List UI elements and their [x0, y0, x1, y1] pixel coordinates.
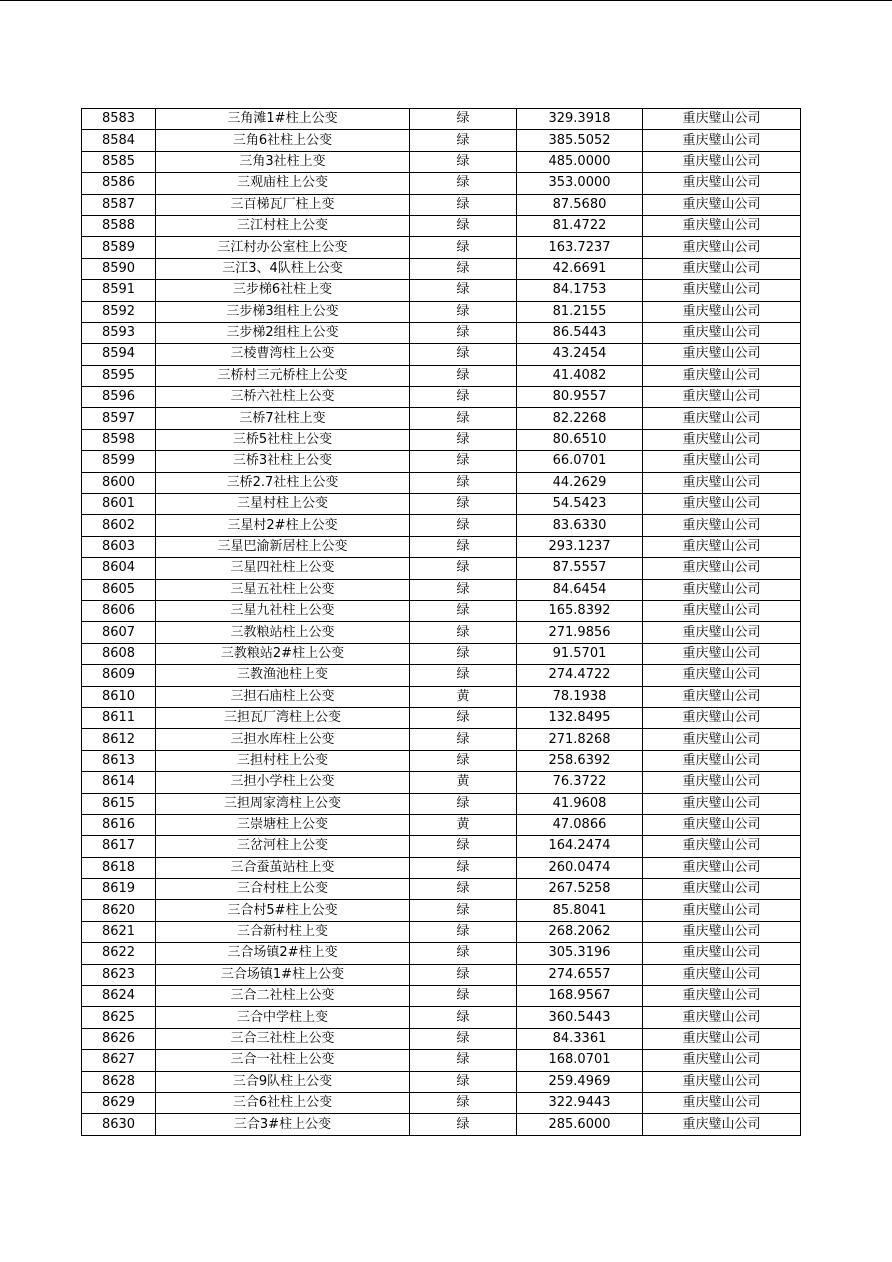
- company-cell: 重庆璧山公司: [643, 344, 801, 365]
- row-id-cell: 8588: [82, 215, 156, 236]
- table-row: [82, 1092, 801, 1113]
- value-cell: 47.0866: [517, 814, 643, 835]
- transformer-name-cell: 三角滩1#柱上公变: [156, 109, 410, 130]
- row-id-cell: 8608: [82, 643, 156, 664]
- row-id-cell: 8596: [82, 387, 156, 408]
- value-cell: 268.2062: [517, 921, 643, 942]
- status-cell: 绿: [410, 900, 517, 921]
- company-cell: 重庆璧山公司: [643, 173, 801, 194]
- table-row: [82, 921, 801, 942]
- status-cell: 绿: [410, 280, 517, 301]
- transformer-name-cell: 三桥六社柱上公变: [156, 387, 410, 408]
- status-cell: 绿: [410, 1007, 517, 1028]
- row-id-cell: 8621: [82, 921, 156, 942]
- table-row: [82, 109, 801, 130]
- status-cell: 绿: [410, 429, 517, 450]
- company-cell: 重庆璧山公司: [643, 814, 801, 835]
- value-cell: 76.3722: [517, 772, 643, 793]
- value-cell: 164.2474: [517, 836, 643, 857]
- company-cell: 重庆璧山公司: [643, 215, 801, 236]
- table-row: [82, 579, 801, 600]
- status-cell: 黄: [410, 814, 517, 835]
- value-cell: 78.1938: [517, 686, 643, 707]
- row-id-cell: 8609: [82, 665, 156, 686]
- row-id-cell: 8599: [82, 451, 156, 472]
- value-cell: 81.4722: [517, 215, 643, 236]
- value-cell: 91.5701: [517, 643, 643, 664]
- transformer-name-cell: 三担周家湾柱上公变: [156, 793, 410, 814]
- table-row: [82, 130, 801, 151]
- table-row: [82, 1114, 801, 1135]
- table-row: [82, 237, 801, 258]
- table-row: [82, 729, 801, 750]
- value-cell: 360.5443: [517, 1007, 643, 1028]
- row-id-cell: 8592: [82, 301, 156, 322]
- value-cell: 163.7237: [517, 237, 643, 258]
- company-cell: 重庆璧山公司: [643, 900, 801, 921]
- row-id-cell: 8600: [82, 472, 156, 493]
- row-id-cell: 8595: [82, 365, 156, 386]
- value-cell: 293.1237: [517, 536, 643, 557]
- company-cell: 重庆璧山公司: [643, 130, 801, 151]
- transformer-name-cell: 三合一社柱上公变: [156, 1050, 410, 1071]
- company-cell: 重庆璧山公司: [643, 1092, 801, 1113]
- value-cell: 84.1753: [517, 280, 643, 301]
- row-id-cell: 8618: [82, 857, 156, 878]
- company-cell: 重庆璧山公司: [643, 836, 801, 857]
- transformer-name-cell: 三角3社柱上变: [156, 151, 410, 172]
- value-cell: 485.0000: [517, 151, 643, 172]
- company-cell: 重庆璧山公司: [643, 707, 801, 728]
- status-cell: 绿: [410, 707, 517, 728]
- value-cell: 329.3918: [517, 109, 643, 130]
- status-cell: 绿: [410, 600, 517, 621]
- transformer-name-cell: 三合村柱上公变: [156, 879, 410, 900]
- value-cell: 267.5258: [517, 879, 643, 900]
- status-cell: 绿: [410, 130, 517, 151]
- table-row: [82, 772, 801, 793]
- company-cell: 重庆璧山公司: [643, 472, 801, 493]
- value-cell: 274.6557: [517, 964, 643, 985]
- status-cell: 绿: [410, 472, 517, 493]
- table-row: [82, 429, 801, 450]
- company-cell: 重庆璧山公司: [643, 536, 801, 557]
- value-cell: 258.6392: [517, 750, 643, 771]
- transformer-name-cell: 三星五社柱上公变: [156, 579, 410, 600]
- company-cell: 重庆璧山公司: [643, 387, 801, 408]
- transformer-name-cell: 三桥3社柱上公变: [156, 451, 410, 472]
- company-cell: 重庆璧山公司: [643, 322, 801, 343]
- table-row: [82, 515, 801, 536]
- company-cell: 重庆璧山公司: [643, 579, 801, 600]
- status-cell: 绿: [410, 1028, 517, 1049]
- table-row: [82, 536, 801, 557]
- table-row: [82, 900, 801, 921]
- table-row: [82, 408, 801, 429]
- table-row: [82, 387, 801, 408]
- table-row: [82, 836, 801, 857]
- status-cell: 绿: [410, 408, 517, 429]
- company-cell: 重庆璧山公司: [643, 600, 801, 621]
- table-row: [82, 365, 801, 386]
- row-id-cell: 8611: [82, 707, 156, 728]
- transformer-name-cell: 三担瓦厂湾柱上公变: [156, 707, 410, 728]
- transformer-name-cell: 三江3、4队柱上公变: [156, 258, 410, 279]
- transformer-table: [81, 108, 801, 1136]
- row-id-cell: 8598: [82, 429, 156, 450]
- transformer-name-cell: 三星九社柱上公变: [156, 600, 410, 621]
- table-row: [82, 472, 801, 493]
- value-cell: 43.2454: [517, 344, 643, 365]
- table-row: [82, 600, 801, 621]
- status-cell: 绿: [410, 494, 517, 515]
- value-cell: 274.4722: [517, 665, 643, 686]
- table-row: [82, 943, 801, 964]
- transformer-name-cell: 三教粮站柱上公变: [156, 622, 410, 643]
- value-cell: 385.5052: [517, 130, 643, 151]
- row-id-cell: 8603: [82, 536, 156, 557]
- row-id-cell: 8593: [82, 322, 156, 343]
- company-cell: 重庆璧山公司: [643, 622, 801, 643]
- table-row: [82, 494, 801, 515]
- table-row: [82, 750, 801, 771]
- row-id-cell: 8617: [82, 836, 156, 857]
- table-row: [82, 151, 801, 172]
- row-id-cell: 8612: [82, 729, 156, 750]
- table-row: [82, 1050, 801, 1071]
- table-row: [82, 622, 801, 643]
- table-row: [82, 301, 801, 322]
- company-cell: 重庆璧山公司: [643, 857, 801, 878]
- company-cell: 重庆璧山公司: [643, 665, 801, 686]
- transformer-name-cell: 三步梯3组柱上公变: [156, 301, 410, 322]
- company-cell: 重庆璧山公司: [643, 280, 801, 301]
- status-cell: 绿: [410, 986, 517, 1007]
- table-row: [82, 1071, 801, 1092]
- company-cell: 重庆璧山公司: [643, 558, 801, 579]
- row-id-cell: 8587: [82, 194, 156, 215]
- transformer-name-cell: 三桥7社柱上变: [156, 408, 410, 429]
- status-cell: 绿: [410, 365, 517, 386]
- company-cell: 重庆璧山公司: [643, 772, 801, 793]
- company-cell: 重庆璧山公司: [643, 1050, 801, 1071]
- transformer-name-cell: 三合三社柱上公变: [156, 1028, 410, 1049]
- table-row: [82, 643, 801, 664]
- transformer-name-cell: 三合9队柱上公变: [156, 1071, 410, 1092]
- company-cell: 重庆璧山公司: [643, 921, 801, 942]
- status-cell: 绿: [410, 237, 517, 258]
- table-row: [82, 986, 801, 1007]
- status-cell: 绿: [410, 579, 517, 600]
- table-row: [82, 1028, 801, 1049]
- status-cell: 绿: [410, 344, 517, 365]
- table-row: [82, 558, 801, 579]
- company-cell: 重庆璧山公司: [643, 750, 801, 771]
- company-cell: 重庆璧山公司: [643, 1007, 801, 1028]
- value-cell: 168.0701: [517, 1050, 643, 1071]
- value-cell: 83.6330: [517, 515, 643, 536]
- transformer-name-cell: 三合二社柱上公变: [156, 986, 410, 1007]
- row-id-cell: 8591: [82, 280, 156, 301]
- row-id-cell: 8623: [82, 964, 156, 985]
- status-cell: 绿: [410, 536, 517, 557]
- status-cell: 绿: [410, 921, 517, 942]
- value-cell: 271.8268: [517, 729, 643, 750]
- status-cell: 绿: [410, 258, 517, 279]
- status-cell: 绿: [410, 943, 517, 964]
- value-cell: 41.4082: [517, 365, 643, 386]
- company-cell: 重庆璧山公司: [643, 429, 801, 450]
- row-id-cell: 8610: [82, 686, 156, 707]
- value-cell: 80.9557: [517, 387, 643, 408]
- row-id-cell: 8601: [82, 494, 156, 515]
- transformer-name-cell: 三桥5社柱上公变: [156, 429, 410, 450]
- row-id-cell: 8620: [82, 900, 156, 921]
- value-cell: 305.3196: [517, 943, 643, 964]
- row-id-cell: 8625: [82, 1007, 156, 1028]
- table-body: [82, 109, 801, 1136]
- table-row: [82, 280, 801, 301]
- status-cell: 绿: [410, 194, 517, 215]
- company-cell: 重庆璧山公司: [643, 793, 801, 814]
- value-cell: 87.5680: [517, 194, 643, 215]
- value-cell: 271.9856: [517, 622, 643, 643]
- table-row: [82, 686, 801, 707]
- row-id-cell: 8629: [82, 1092, 156, 1113]
- status-cell: 绿: [410, 857, 517, 878]
- row-id-cell: 8589: [82, 237, 156, 258]
- transformer-name-cell: 三合场镇1#柱上公变: [156, 964, 410, 985]
- company-cell: 重庆璧山公司: [643, 151, 801, 172]
- value-cell: 44.2629: [517, 472, 643, 493]
- company-cell: 重庆璧山公司: [643, 1071, 801, 1092]
- transformer-name-cell: 三教渔池柱上变: [156, 665, 410, 686]
- status-cell: 绿: [410, 836, 517, 857]
- transformer-name-cell: 三星村柱上公变: [156, 494, 410, 515]
- transformer-name-cell: 三合村5#柱上公变: [156, 900, 410, 921]
- row-id-cell: 8590: [82, 258, 156, 279]
- table-row: [82, 707, 801, 728]
- table-row: [82, 793, 801, 814]
- row-id-cell: 8628: [82, 1071, 156, 1092]
- status-cell: 绿: [410, 1092, 517, 1113]
- row-id-cell: 8584: [82, 130, 156, 151]
- status-cell: 绿: [410, 964, 517, 985]
- status-cell: 绿: [410, 1114, 517, 1135]
- page-top-border: [0, 0, 892, 1]
- value-cell: 86.5443: [517, 322, 643, 343]
- status-cell: 绿: [410, 750, 517, 771]
- value-cell: 41.9608: [517, 793, 643, 814]
- row-id-cell: 8613: [82, 750, 156, 771]
- table-row: [82, 964, 801, 985]
- transformer-name-cell: 三合场镇2#柱上变: [156, 943, 410, 964]
- transformer-name-cell: 三桥村三元桥柱上公变: [156, 365, 410, 386]
- value-cell: 84.6454: [517, 579, 643, 600]
- transformer-name-cell: 三担小学柱上公变: [156, 772, 410, 793]
- status-cell: 绿: [410, 109, 517, 130]
- status-cell: 黄: [410, 686, 517, 707]
- value-cell: 85.8041: [517, 900, 643, 921]
- table-row: [82, 194, 801, 215]
- value-cell: 54.5423: [517, 494, 643, 515]
- company-cell: 重庆璧山公司: [643, 365, 801, 386]
- status-cell: 绿: [410, 173, 517, 194]
- transformer-name-cell: 三崇塘柱上公变: [156, 814, 410, 835]
- company-cell: 重庆璧山公司: [643, 879, 801, 900]
- transformer-name-cell: 三百梯瓦厂柱上变: [156, 194, 410, 215]
- transformer-name-cell: 三江村办公室柱上公变: [156, 237, 410, 258]
- table-row: [82, 857, 801, 878]
- value-cell: 42.6691: [517, 258, 643, 279]
- transformer-name-cell: 三桥2.7社柱上公变: [156, 472, 410, 493]
- table-row: [82, 258, 801, 279]
- transformer-name-cell: 三棱曹湾柱上公变: [156, 344, 410, 365]
- transformer-name-cell: 三角6社柱上公变: [156, 130, 410, 151]
- transformer-name-cell: 三星四社柱上公变: [156, 558, 410, 579]
- table-row: [82, 1007, 801, 1028]
- transformer-name-cell: 三合中学柱上变: [156, 1007, 410, 1028]
- row-id-cell: 8607: [82, 622, 156, 643]
- company-cell: 重庆璧山公司: [643, 237, 801, 258]
- value-cell: 165.8392: [517, 600, 643, 621]
- transformer-name-cell: 三担水库柱上公变: [156, 729, 410, 750]
- row-id-cell: 8615: [82, 793, 156, 814]
- status-cell: 绿: [410, 1071, 517, 1092]
- row-id-cell: 8605: [82, 579, 156, 600]
- status-cell: 绿: [410, 387, 517, 408]
- company-cell: 重庆璧山公司: [643, 943, 801, 964]
- row-id-cell: 8602: [82, 515, 156, 536]
- row-id-cell: 8627: [82, 1050, 156, 1071]
- row-id-cell: 8616: [82, 814, 156, 835]
- value-cell: 259.4969: [517, 1071, 643, 1092]
- company-cell: 重庆璧山公司: [643, 258, 801, 279]
- transformer-name-cell: 三担石庙柱上公变: [156, 686, 410, 707]
- row-id-cell: 8585: [82, 151, 156, 172]
- transformer-name-cell: 三观庙柱上公变: [156, 173, 410, 194]
- company-cell: 重庆璧山公司: [643, 515, 801, 536]
- value-cell: 353.0000: [517, 173, 643, 194]
- table-row: [82, 173, 801, 194]
- status-cell: 绿: [410, 515, 517, 536]
- status-cell: 绿: [410, 622, 517, 643]
- company-cell: 重庆璧山公司: [643, 1114, 801, 1135]
- table-row: [82, 322, 801, 343]
- value-cell: 84.3361: [517, 1028, 643, 1049]
- value-cell: 260.0474: [517, 857, 643, 878]
- table-row: [82, 215, 801, 236]
- status-cell: 绿: [410, 643, 517, 664]
- status-cell: 绿: [410, 729, 517, 750]
- transformer-name-cell: 三合6社柱上公变: [156, 1092, 410, 1113]
- company-cell: 重庆璧山公司: [643, 109, 801, 130]
- value-cell: 81.2155: [517, 301, 643, 322]
- row-id-cell: 8604: [82, 558, 156, 579]
- status-cell: 绿: [410, 215, 517, 236]
- company-cell: 重庆璧山公司: [643, 494, 801, 515]
- transformer-name-cell: 三教粮站2#柱上公变: [156, 643, 410, 664]
- row-id-cell: 8597: [82, 408, 156, 429]
- table-row: [82, 344, 801, 365]
- transformer-name-cell: 三步梯6社柱上变: [156, 280, 410, 301]
- row-id-cell: 8630: [82, 1114, 156, 1135]
- company-cell: 重庆璧山公司: [643, 643, 801, 664]
- value-cell: 132.8495: [517, 707, 643, 728]
- company-cell: 重庆璧山公司: [643, 301, 801, 322]
- value-cell: 285.6000: [517, 1114, 643, 1135]
- transformer-name-cell: 三岔河柱上公变: [156, 836, 410, 857]
- value-cell: 322.9443: [517, 1092, 643, 1113]
- status-cell: 绿: [410, 665, 517, 686]
- table-row: [82, 879, 801, 900]
- transformer-name-cell: 三合蚕茧站柱上变: [156, 857, 410, 878]
- transformer-name-cell: 三担村柱上公变: [156, 750, 410, 771]
- company-cell: 重庆璧山公司: [643, 986, 801, 1007]
- transformer-name-cell: 三江村柱上公变: [156, 215, 410, 236]
- transformer-name-cell: 三步梯2组柱上公变: [156, 322, 410, 343]
- company-cell: 重庆璧山公司: [643, 408, 801, 429]
- row-id-cell: 8619: [82, 879, 156, 900]
- company-cell: 重庆璧山公司: [643, 686, 801, 707]
- row-id-cell: 8614: [82, 772, 156, 793]
- transformer-name-cell: 三合新村柱上变: [156, 921, 410, 942]
- row-id-cell: 8626: [82, 1028, 156, 1049]
- value-cell: 80.6510: [517, 429, 643, 450]
- row-id-cell: 8586: [82, 173, 156, 194]
- row-id-cell: 8583: [82, 109, 156, 130]
- company-cell: 重庆璧山公司: [643, 964, 801, 985]
- table-row: [82, 665, 801, 686]
- company-cell: 重庆璧山公司: [643, 451, 801, 472]
- transformer-name-cell: 三合3#柱上公变: [156, 1114, 410, 1135]
- row-id-cell: 8622: [82, 943, 156, 964]
- status-cell: 绿: [410, 558, 517, 579]
- value-cell: 82.2268: [517, 408, 643, 429]
- value-cell: 87.5557: [517, 558, 643, 579]
- status-cell: 绿: [410, 451, 517, 472]
- company-cell: 重庆璧山公司: [643, 194, 801, 215]
- status-cell: 黄: [410, 772, 517, 793]
- status-cell: 绿: [410, 879, 517, 900]
- table-row: [82, 814, 801, 835]
- company-cell: 重庆璧山公司: [643, 1028, 801, 1049]
- status-cell: 绿: [410, 151, 517, 172]
- transformer-name-cell: 三星村2#柱上公变: [156, 515, 410, 536]
- value-cell: 66.0701: [517, 451, 643, 472]
- transformer-name-cell: 三星巴渝新居柱上公变: [156, 536, 410, 557]
- row-id-cell: 8594: [82, 344, 156, 365]
- value-cell: 168.9567: [517, 986, 643, 1007]
- row-id-cell: 8624: [82, 986, 156, 1007]
- status-cell: 绿: [410, 301, 517, 322]
- status-cell: 绿: [410, 322, 517, 343]
- status-cell: 绿: [410, 1050, 517, 1071]
- status-cell: 绿: [410, 793, 517, 814]
- table-row: [82, 451, 801, 472]
- company-cell: 重庆璧山公司: [643, 729, 801, 750]
- row-id-cell: 8606: [82, 600, 156, 621]
